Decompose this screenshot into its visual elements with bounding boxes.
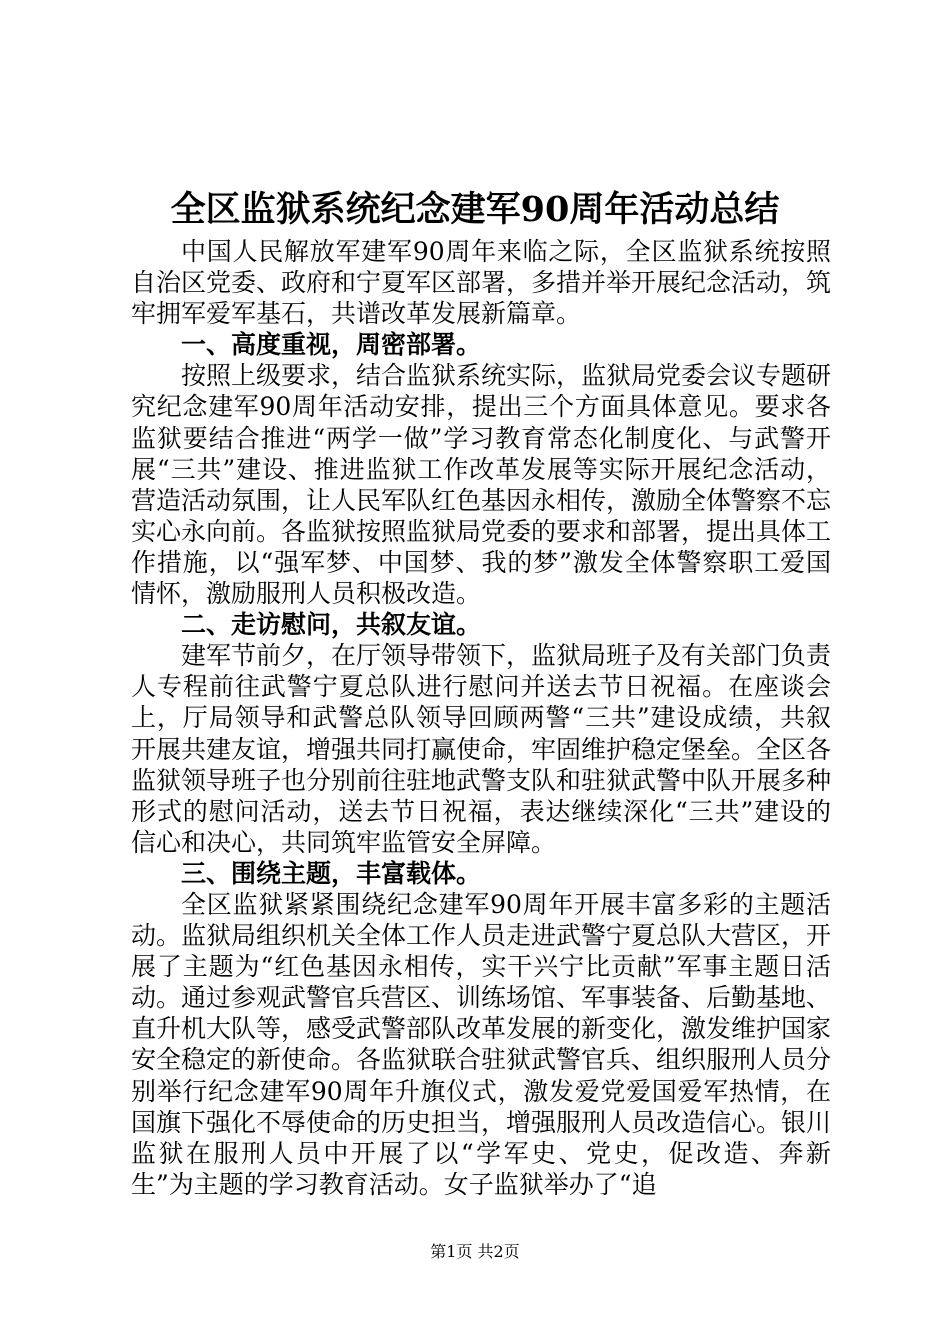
section-heading-3: 三、围绕主题，丰富载体。 bbox=[181, 858, 482, 888]
section-heading-2: 二、走访慰问，共叙友谊。 bbox=[181, 610, 482, 640]
section-body-3: 全区监狱紧紧围绕纪念建军90周年开展丰富多彩的主题活动。监狱局组织机关全体工作人员走进武警宁夏总队大营区，开展了主题为“红色基因永相传，实干兴宁比贡献”军事主题日活动。通过参观武警官兵营区、训练场馆、军事装备、后勤基地、直升机大队等，感受武警部队改革发展的新变化，激发维护国家安全稳定的新使命。各监狱联合驻狱武警官兵、组织服刑人员分别举行纪念建军90周年升旗仪式，激发爱党爱国爱军热情，在国旗下强化不辱使命的历史担当，增强服刑人员改造信心。银川监狱在服刑人员中开展了以“学军史、党史，促改造、奔新生”为主题的学习教育活动。女子监狱举办了“追 bbox=[131, 889, 832, 1199]
page-footer: 第1页 共2页 bbox=[430, 1242, 520, 1261]
document-body bbox=[131, 236, 831, 1200]
intro-paragraph: 中国人民解放军建军90周年来临之际，全区监狱系统按照自治区党委、政府和宁夏军区部署，多措并举开展纪念活动，筑牢拥军爱军基石，共谱改革发展新篇章。 bbox=[131, 237, 832, 329]
section-body-1: 按照上级要求，结合监狱系统实际，监狱局党委会议专题研究纪念建军90周年活动安排，提出三个方面具体意见。要求各监狱要结合推进“两学一做”学习教育常态化制度化、与武警开展“三共”建设、推进监狱工作改革发展等实际开展纪念活动，营造活动氛围，让人民军队红色基因永相传，激励全体警察不忘实心永向前。各监狱按照监狱局党委的要求和部署，提出具体工作措施，以“强军梦、中国梦、我的梦”激发全体警察职工爱国情怀，激励服刑人员积极改造。 bbox=[131, 361, 832, 609]
section-heading-1: 一、高度重视，周密部署。 bbox=[181, 330, 482, 360]
document-title: 全区监狱系统纪念建军90周年活动总结 bbox=[170, 189, 780, 230]
section-body-2: 建军节前夕，在厅领导带领下，监狱局班子及有关部门负责人专程前往武警宁夏总队进行慰问并送去节日祝福。在座谈会上，厅局领导和武警总队领导回顾两警“三共”建设成绩，共叙开展共建友谊，增强共同打赢使命，牢固维护稳定堡垒。全区各监狱领导班子也分别前往驻地武警支队和驻狱武警中队开展多种形式的慰问活动，送去节日祝福，表达继续深化“三共”建设的信心和决心，共同筑牢监管安全屏障。 bbox=[131, 641, 832, 857]
